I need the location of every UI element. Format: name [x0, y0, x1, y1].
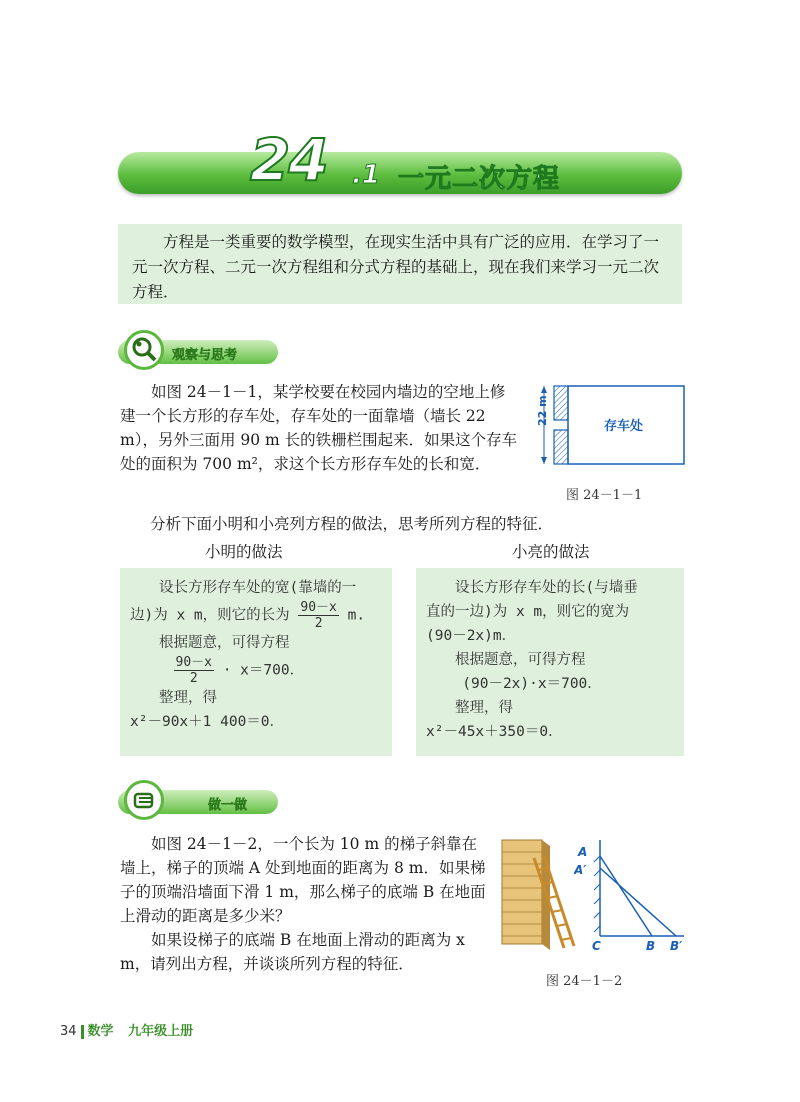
m2-line4: 根据题意，可得方程 — [455, 652, 586, 668]
problem-text: 如图 24－1－1，某学校要在校园内墙边的空地上修建一个长方形的存车处，存车处的一面靠墙（墙长 22 m），另外三面用 90 m 长的铁栅栏围起来．如果这个存车处的面积为 700 m²，求这个长方形存车处的长和宽． — [120, 383, 518, 473]
m1-line1: 设长方形存车处的宽(靠墙的一 — [159, 580, 357, 596]
figure2-caption: 图 24－1－2 — [546, 974, 623, 989]
arrow-down-icon — [541, 457, 547, 464]
point-A-prime-label: A′ — [574, 863, 587, 877]
figure-parking-diagram — [530, 382, 690, 472]
point-C-label: C — [592, 939, 601, 953]
section-subnumber: .1 — [352, 160, 380, 190]
method-box-xiaoming — [120, 568, 392, 756]
method-heading-xiaoliang: 小亮的做法 — [512, 543, 590, 561]
section-label: 观察与思考 — [172, 348, 238, 363]
eq-rest: · x＝700． — [222, 662, 305, 679]
m2-line7: x²－45x＋350＝0． — [426, 724, 563, 740]
m1-line2b: m. — [338, 607, 366, 624]
hand-icon — [124, 780, 164, 820]
point-A-label: A — [578, 845, 588, 859]
ladder-A2B2 — [600, 868, 676, 936]
point-B-prime-label: B′ — [670, 939, 683, 953]
ladder-geometry-diagram — [574, 836, 690, 954]
wall-length-label: 22 m — [536, 395, 549, 426]
footer-divider — [81, 1025, 84, 1039]
eq-frac-numerator: 90－x — [175, 655, 212, 670]
section-number: 24 — [250, 126, 327, 194]
m1-line5: 整理，得 — [159, 690, 217, 706]
m2-line5: (90－2x)·x＝700． — [462, 676, 602, 692]
section-title: 一元二次方程 — [398, 164, 561, 194]
section-try-it — [118, 786, 288, 816]
page-footer — [60, 1020, 193, 1039]
method-box-xiaoliang — [416, 568, 684, 756]
section-observe-think — [118, 336, 288, 366]
m1-line6: x²－90x＋1 400＝0． — [130, 714, 285, 730]
intro-box: 方程是一类重要的数学模型，在现实生活中具有广泛的应用．在学习了一元一次方程、二元一次方程组和分式方程的基础上，现在我们来学习一元二次方程． — [118, 224, 682, 304]
m1-equation — [130, 655, 382, 686]
m2-line6: 整理，得 — [455, 700, 513, 716]
footer-grade: 九年级上册 — [128, 1024, 194, 1039]
m2-line2: 直的一边)为 x m，则它的宽为 — [426, 604, 630, 620]
ladder-followup-text: 如果设梯子的底端 B 在地面上滑动的距离为 x m，请列出方程，并谈谈所列方程的特征． — [120, 931, 465, 973]
method-heading-xiaoming: 小明的做法 — [205, 543, 283, 561]
arrow-up-icon — [541, 386, 547, 393]
analysis-text: 分析下面小明和小亮列方程的做法，思考所列方程的特征． — [150, 515, 554, 533]
ladder-problem-text: 如图 24－1－2，一个长为 10 m 的梯子斜靠在墙上，梯子的顶端 A 处到地面的距离为 8 m．如果梯子的顶端沿墙面下滑 1 m，那么梯子的底端 B 在地面上滑动的距离是多少米？ — [120, 835, 486, 925]
m2-line1: 设长方形存车处的长(与墙垂 — [455, 580, 638, 596]
wall-top — [554, 386, 568, 420]
figure1-caption: 图 24－1－1 — [566, 488, 643, 503]
frac-numerator: 90－x — [300, 600, 337, 615]
point-B-label: B — [646, 939, 656, 953]
frac-denominator: 2 — [314, 616, 323, 631]
parking-area-label: 存车处 — [604, 419, 644, 434]
eq-fraction — [174, 655, 214, 686]
m1-line3: 根据题意，可得方程 — [159, 635, 290, 651]
m1-line2a: 边)为 x m，则它的长为 — [130, 607, 290, 624]
section-label: 做一做 — [208, 798, 248, 813]
ladder-wall-illustration — [494, 836, 578, 954]
fraction — [298, 600, 338, 631]
page-number: 34 — [60, 1024, 77, 1039]
magnifier-person-icon — [124, 330, 164, 370]
m2-line3: (90－2x)m． — [426, 628, 517, 644]
m1-line2 — [130, 600, 382, 631]
footer-subject: 数学 — [87, 1024, 114, 1039]
ladder-AB — [600, 856, 652, 936]
eq-frac-denominator: 2 — [189, 671, 198, 686]
wall-bottom — [554, 430, 568, 464]
